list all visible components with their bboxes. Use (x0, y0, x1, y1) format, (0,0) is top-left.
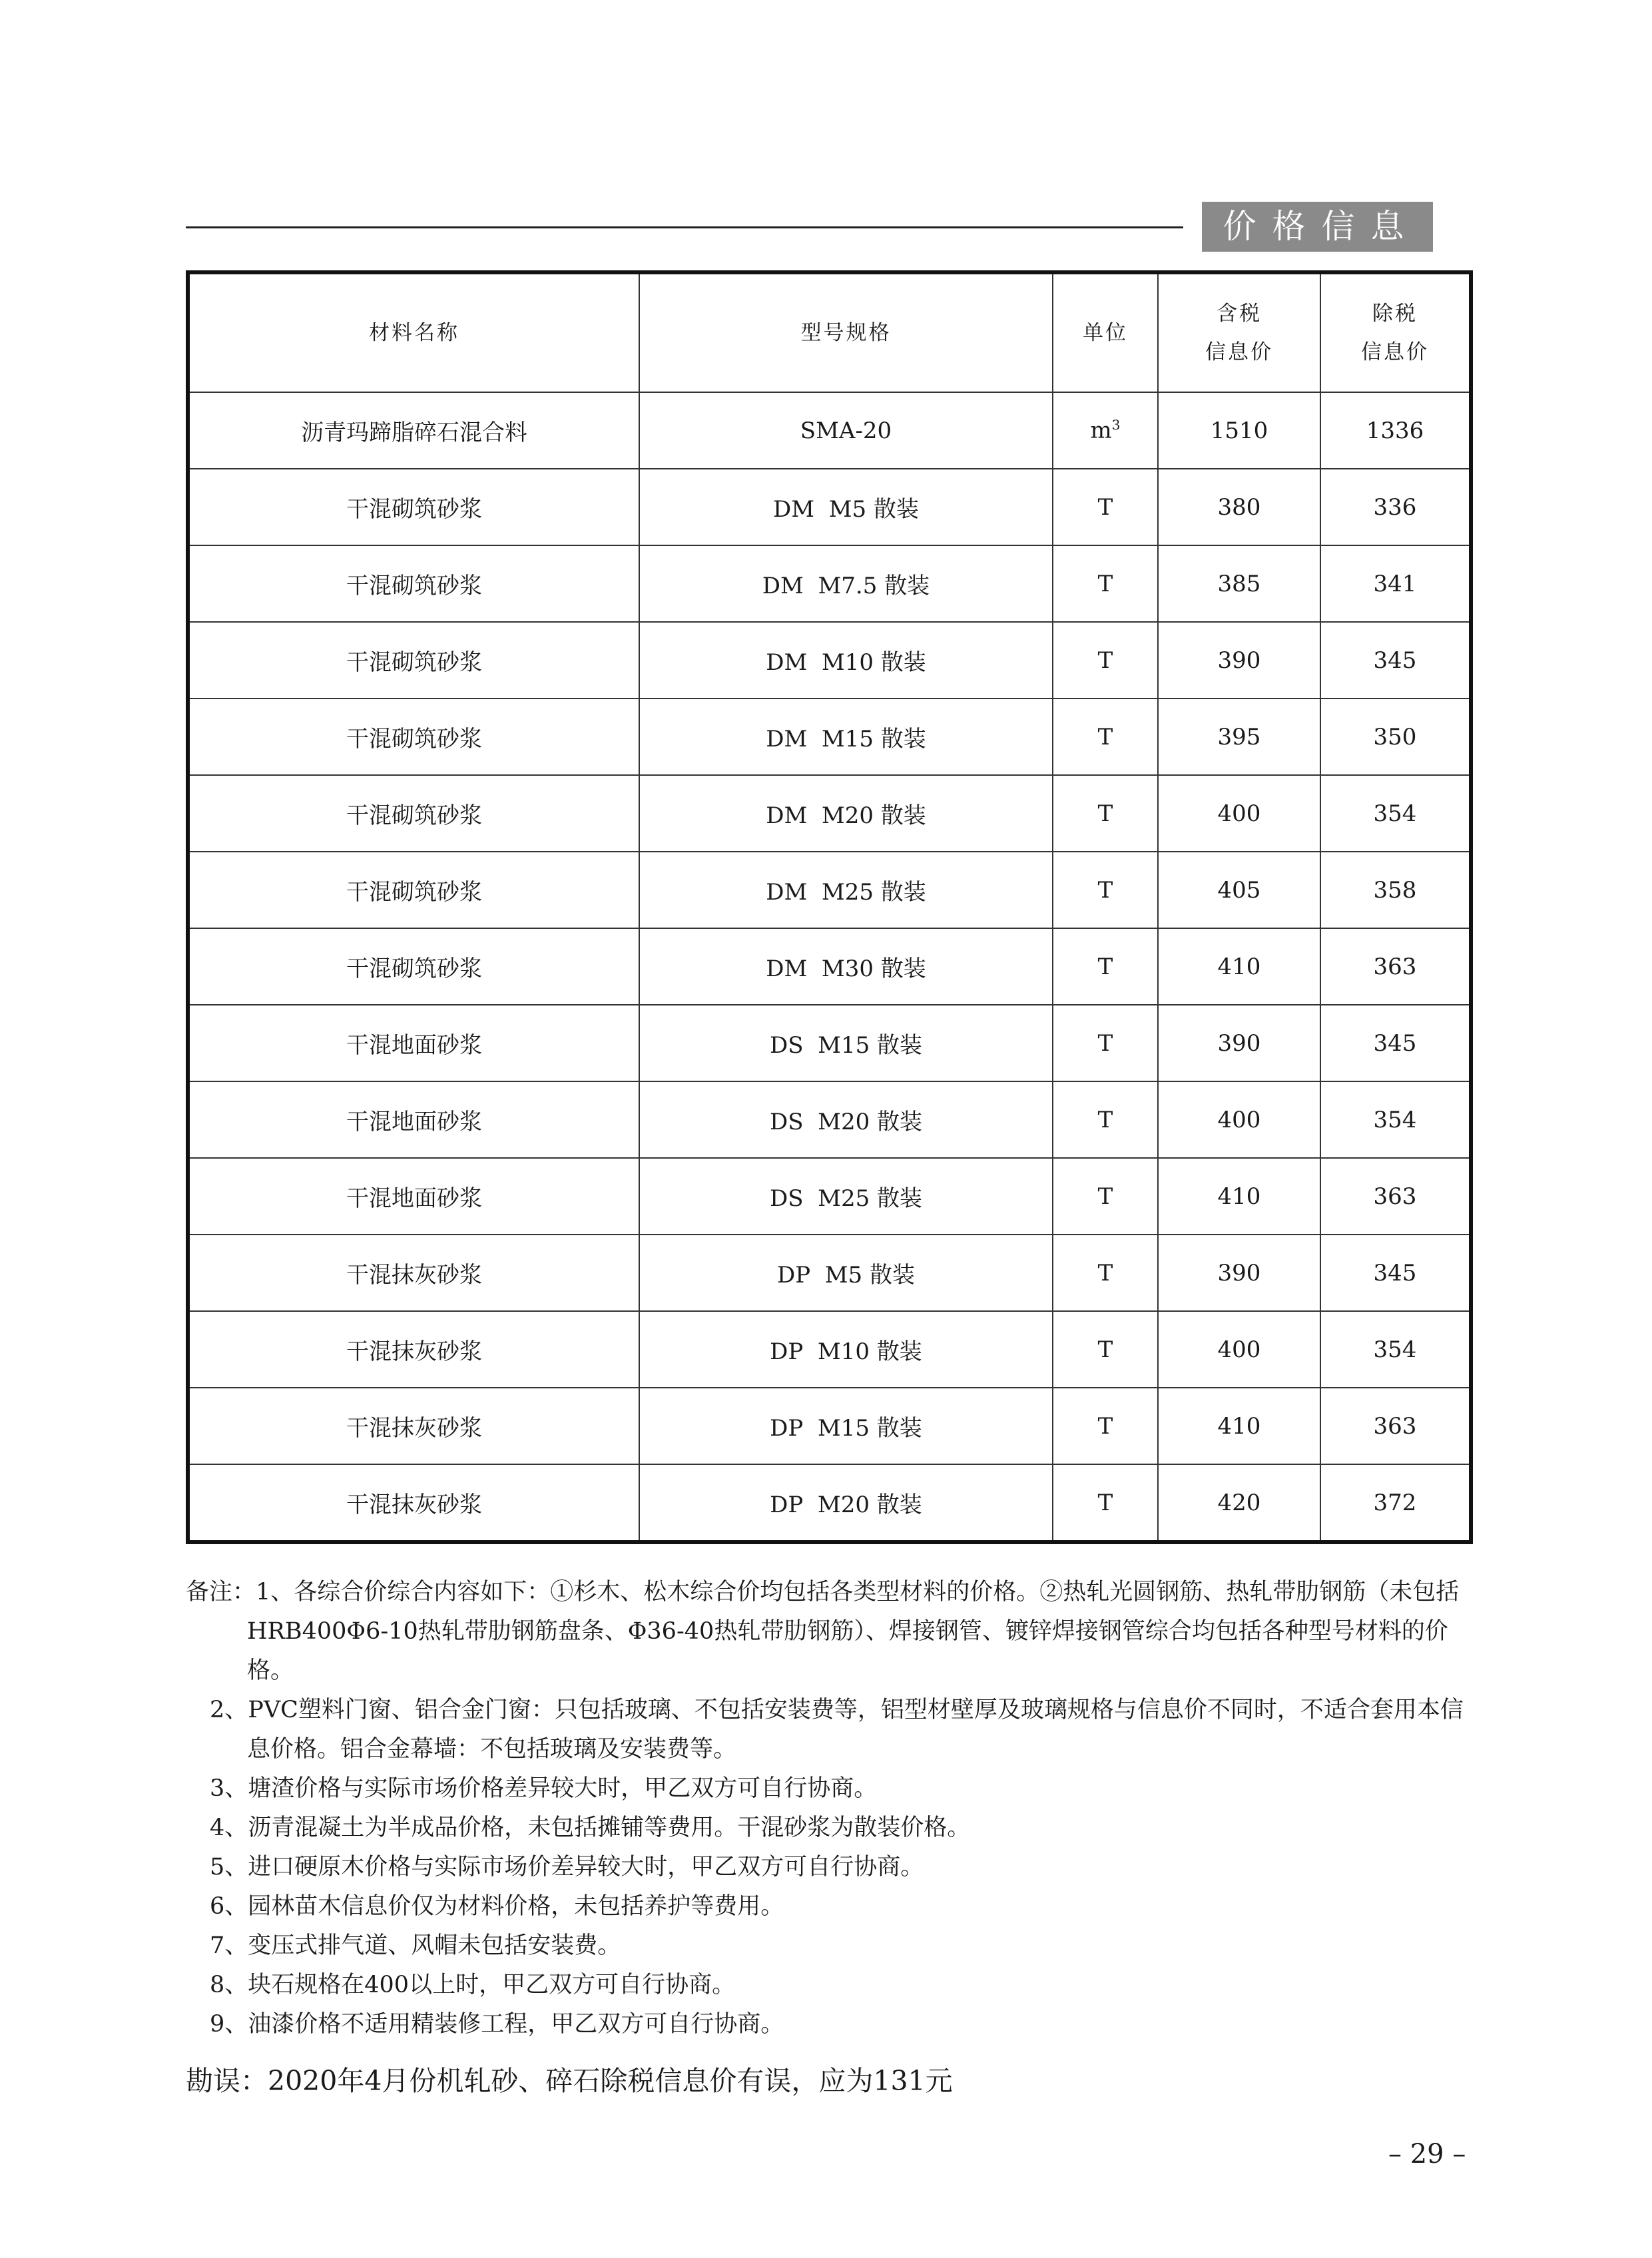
unit: T (1053, 1081, 1158, 1158)
material-name: 干混地面砂浆 (188, 1081, 639, 1158)
note-item: 9、油漆价格不适用精装修工程，甲乙双方可自行协商。 (210, 2011, 784, 2038)
spec: DM M30 散装 (639, 928, 1053, 1005)
material-name: 干混砌筑砂浆 (188, 622, 639, 699)
price-without-tax: 354 (1320, 1311, 1471, 1388)
spec: DM M5 散装 (639, 469, 1053, 545)
column-header: 单位 (1053, 272, 1158, 392)
spec: SMA-20 (639, 392, 1053, 469)
price-with-tax: 395 (1158, 699, 1320, 775)
table-row (188, 775, 1471, 852)
price-without-tax: 363 (1320, 928, 1471, 1005)
price-with-tax: 400 (1158, 775, 1320, 852)
note-item: 5、进口硬原木价格与实际市场价差异较大时，甲乙双方可自行协商。 (210, 1854, 924, 1880)
column-header: 型号规格 (639, 272, 1053, 392)
unit: T (1053, 1005, 1158, 1081)
price-with-tax: 390 (1158, 622, 1320, 699)
spec: DP M20 散装 (639, 1464, 1053, 1542)
table-row (188, 392, 1471, 469)
price-with-tax: 390 (1158, 1005, 1320, 1081)
spec: DM M10 散装 (639, 622, 1053, 699)
section-title: 价格信息 (1202, 202, 1433, 252)
header-rule (186, 226, 1183, 228)
price-with-tax: 410 (1158, 1388, 1320, 1464)
unit: T (1053, 622, 1158, 699)
price-with-tax: 410 (1158, 1158, 1320, 1235)
spec: DP M5 散装 (639, 1235, 1053, 1311)
notes (186, 1573, 1478, 2044)
column-header: 材料名称 (188, 272, 639, 392)
price-with-tax: 385 (1158, 545, 1320, 622)
price-with-tax: 410 (1158, 928, 1320, 1005)
unit: T (1053, 1158, 1158, 1235)
note-item: 7、变压式排气道、风帽未包括安装费。 (210, 1932, 621, 1959)
price-with-tax: 1510 (1158, 392, 1320, 469)
table-row (188, 1388, 1471, 1464)
price-with-tax: 400 (1158, 1081, 1320, 1158)
price-without-tax: 345 (1320, 622, 1471, 699)
spec: DM M15 散装 (639, 699, 1053, 775)
spec: DP M10 散装 (639, 1311, 1053, 1388)
price-without-tax: 363 (1320, 1158, 1471, 1235)
unit: T (1053, 852, 1158, 928)
spec: DS M25 散装 (639, 1158, 1053, 1235)
table-row (188, 1235, 1471, 1311)
column-header: 除税 信息价 (1320, 272, 1471, 392)
unit: T (1053, 1235, 1158, 1311)
table-row (188, 469, 1471, 545)
price-without-tax: 350 (1320, 699, 1471, 775)
table-row (188, 1005, 1471, 1081)
note-item: 6、园林苗木信息价仅为材料价格，未包括养护等费用。 (210, 1893, 784, 1920)
price-with-tax: 405 (1158, 852, 1320, 928)
note-item: 4、沥青混凝土为半成品价格，未包括摊铺等费用。干混砂浆为散装价格。 (210, 1815, 971, 1841)
spec: DS M20 散装 (639, 1081, 1053, 1158)
price-without-tax: 363 (1320, 1388, 1471, 1464)
material-name: 干混抹灰砂浆 (188, 1464, 639, 1542)
price-without-tax: 345 (1320, 1005, 1471, 1081)
price-without-tax: 372 (1320, 1464, 1471, 1542)
spec: DS M15 散装 (639, 1005, 1053, 1081)
unit: T (1053, 1311, 1158, 1388)
note-item: 2、PVC塑料门窗、铝合金门窗：只包括玻璃、不包括安装费等，铝型材壁厚及玻璃规格与信息价不同时，不适合套用本信息价格。铝合金幕墙：不包括玻璃及安装费等。 (210, 1697, 1464, 1763)
unit: T (1053, 928, 1158, 1005)
page-number: – 29 – (1388, 2139, 1466, 2169)
material-name: 干混砌筑砂浆 (188, 928, 639, 1005)
table-row (188, 852, 1471, 928)
table-row (188, 699, 1471, 775)
table-row (188, 1158, 1471, 1235)
price-with-tax: 390 (1158, 1235, 1320, 1311)
price-without-tax: 336 (1320, 469, 1471, 545)
material-name: 干混抹灰砂浆 (188, 1311, 639, 1388)
unit: T (1053, 1388, 1158, 1464)
unit: T (1053, 775, 1158, 852)
unit: T (1053, 1464, 1158, 1542)
price-without-tax: 341 (1320, 545, 1471, 622)
price-without-tax: 354 (1320, 775, 1471, 852)
price-with-tax: 380 (1158, 469, 1320, 545)
price-without-tax: 1336 (1320, 392, 1471, 469)
table-header-row (188, 272, 1471, 392)
unit: T (1053, 469, 1158, 545)
material-name: 干混地面砂浆 (188, 1158, 639, 1235)
errata: 勘误：2020年4月份机轧砂、碎石除税信息价有误，应为131元 (186, 2065, 953, 2097)
material-name: 干混砌筑砂浆 (188, 852, 639, 928)
unit: T (1053, 699, 1158, 775)
table-row (188, 928, 1471, 1005)
table-row (188, 545, 1471, 622)
note-item: 3、塘渣价格与实际市场价格差异较大时，甲乙双方可自行协商。 (210, 1775, 878, 1802)
material-name: 干混抹灰砂浆 (188, 1235, 639, 1311)
spec: DP M15 散装 (639, 1388, 1053, 1464)
spec: DM M20 散装 (639, 775, 1053, 852)
material-name: 干混砌筑砂浆 (188, 775, 639, 852)
material-name: 干混地面砂浆 (188, 1005, 639, 1081)
table-row (188, 1464, 1471, 1542)
price-without-tax: 358 (1320, 852, 1471, 928)
table-row (188, 1081, 1471, 1158)
price-with-tax: 420 (1158, 1464, 1320, 1542)
price-without-tax: 345 (1320, 1235, 1471, 1311)
spec: DM M25 散装 (639, 852, 1053, 928)
material-name: 沥青玛蹄脂碎石混合料 (188, 392, 639, 469)
price-with-tax: 400 (1158, 1311, 1320, 1388)
table-row (188, 622, 1471, 699)
material-name: 干混抹灰砂浆 (188, 1388, 639, 1464)
price-without-tax: 354 (1320, 1081, 1471, 1158)
note-item: 备注：1、各综合价综合内容如下：①杉木、松木综合价均包括各类型材料的价格。②热轧光圆钢筋、热轧带肋钢筋（未包括HRB400Φ6-10热轧带肋钢筋盘条、Φ36-40热轧带肋钢筋）、焊接钢管、镀锌焊接钢管综合均包括各种型号材料的价格。 (186, 1579, 1460, 1684)
material-name: 干混砌筑砂浆 (188, 469, 639, 545)
material-name: 干混砌筑砂浆 (188, 545, 639, 622)
column-header: 含税 信息价 (1158, 272, 1320, 392)
unit: $m^3$ (1053, 392, 1158, 469)
material-name: 干混砌筑砂浆 (188, 699, 639, 775)
unit: T (1053, 545, 1158, 622)
price-table (186, 270, 1473, 1544)
note-item: 8、块石规格在400以上时，甲乙双方可自行协商。 (210, 1972, 736, 1998)
table-row (188, 1311, 1471, 1388)
spec: DM M7.5 散装 (639, 545, 1053, 622)
